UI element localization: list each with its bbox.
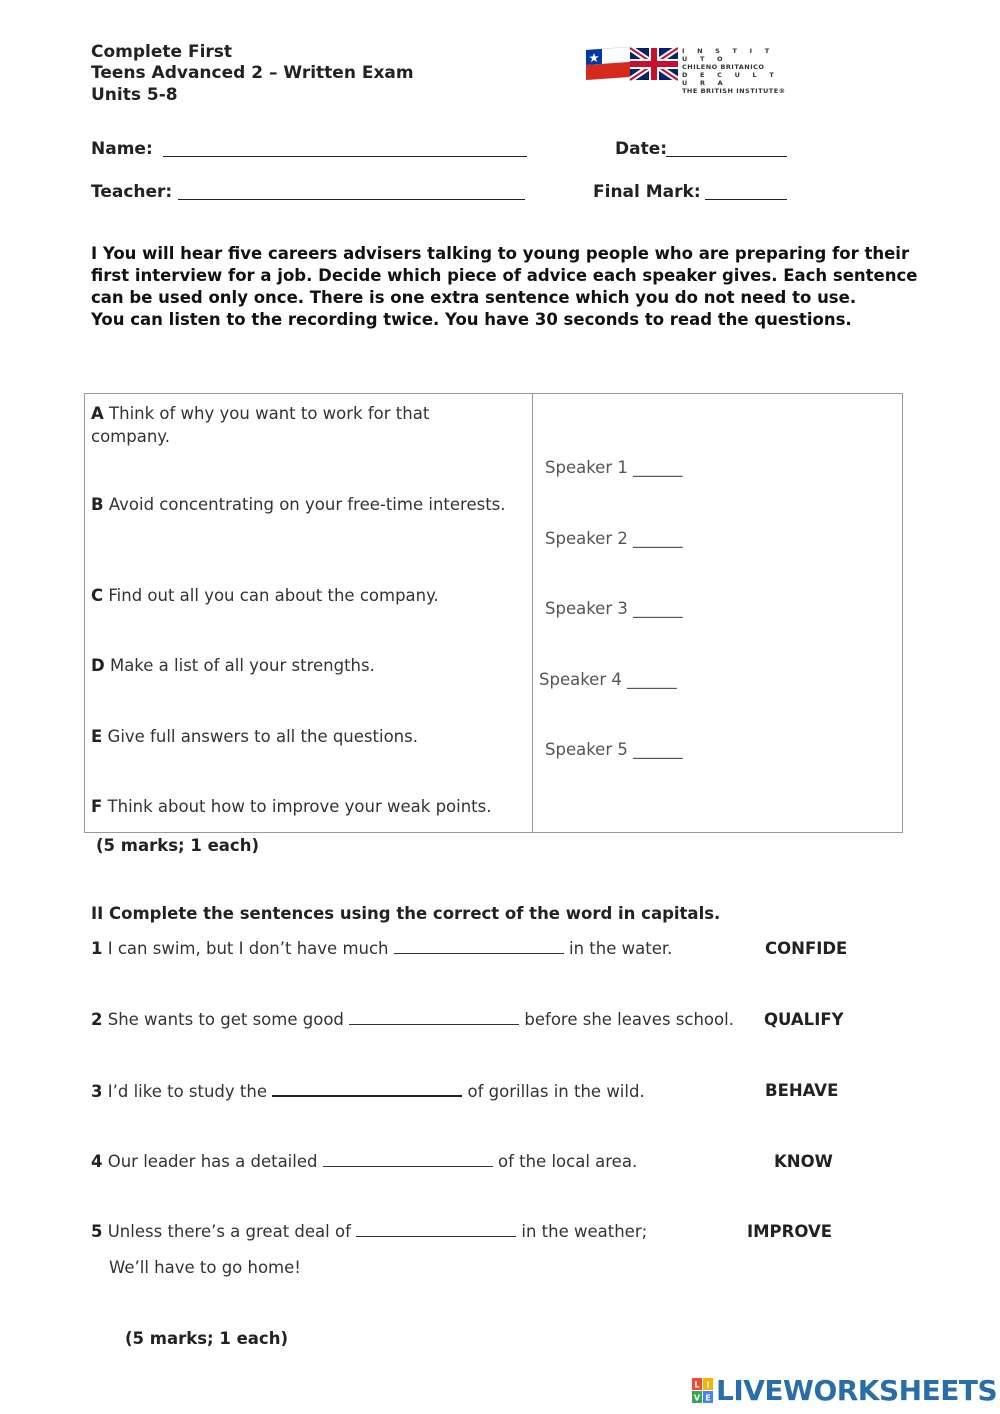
option-e: E Give full answers to all the questions. [91,727,418,746]
section2-marks: (5 marks; 1 each) [125,1329,288,1348]
sentence-3: 3 I’d like to study the of gorillas in the wild. [91,1082,645,1101]
capital-word-4: KNOW [774,1152,833,1171]
svg-text:I: I [706,1380,710,1390]
capital-word-5: IMPROVE [747,1222,832,1241]
answer-blank-2[interactable] [349,1010,519,1025]
option-f: F Think about how to improve your weak points. [91,797,492,816]
speaker-5-answer[interactable]: Speaker 5 ______ [545,740,683,759]
exam-course-title: Complete First [91,42,233,62]
capital-word-2: QUALIFY [764,1010,844,1029]
capital-word-1: CONFIDE [765,939,848,958]
name-field[interactable] [163,156,527,157]
teacher-label: Teacher: [91,182,173,202]
table-divider [532,393,533,833]
option-b: B Avoid concentrating on your free-time interests. [91,495,506,514]
answer-blank-3[interactable] [272,1081,462,1097]
final-mark-label: Final Mark: [593,182,701,202]
sentence-1: 1 I can swim, but I don’t have much in the water. [91,939,673,958]
answer-blank-5[interactable] [356,1222,516,1237]
section1-instructions: I You will hear five careers advisers talking to young people who are preparing for their first interview for a job. Decide which piece of advice each speaker gives. Each sentence can be used only once. There is one extra sentence which you do not need to use. You can listen to the recording twice. You have 30 seconds to read the questions. [91,244,918,329]
final-mark-field[interactable] [705,199,787,200]
exam-units: Units 5-8 [91,85,178,105]
speaker-2-answer[interactable]: Speaker 2 ______ [545,529,683,548]
flags-icon [586,46,678,84]
institute-logo [586,46,791,95]
matching-table [84,393,903,833]
section1-marks: (5 marks; 1 each) [96,836,259,855]
answer-blank-1[interactable] [394,939,564,954]
svg-text:V: V [693,1393,701,1403]
name-label: Name: [91,139,153,159]
option-a: A Think of why you want to work for that company. [91,404,430,446]
speaker-1-answer[interactable]: Speaker 1 ______ [545,458,683,477]
section2-instructions: II Complete the sentences using the correct of the word in capitals. [91,904,721,923]
date-field[interactable] [666,156,787,157]
exam-title: Teens Advanced 2 – Written Exam [91,63,414,83]
liveworksheets-icon [692,1378,714,1404]
date-label: Date: [615,139,668,159]
option-d: D Make a list of all your strengths. [91,656,375,675]
answer-blank-4[interactable] [323,1152,493,1167]
logo-text: I N S T I T U T O CHILENO BRITANICO D E C U L T U R A THE BRITISH INSTITUTE® [682,47,786,95]
svg-text:E: E [705,1393,711,1403]
speaker-4-answer[interactable]: Speaker 4 ______ [539,670,677,689]
sentence-2: 2 She wants to get some good before she leaves school. [91,1010,734,1029]
svg-text:L: L [694,1380,700,1390]
option-c: C Find out all you can about the company. [91,586,439,605]
capital-word-3: BEHAVE [765,1081,839,1100]
sentence-5: 5 Unless there’s a great deal of in the weather; [91,1222,648,1241]
sentence-5-continuation: We’ll have to go home! [109,1258,301,1277]
sentence-4: 4 Our leader has a detailed of the local area. [91,1152,638,1171]
teacher-field[interactable] [178,199,525,200]
speaker-3-answer[interactable]: Speaker 3 ______ [545,599,683,618]
liveworksheets-brand-text: LIVEWORKSHEETS [716,1374,998,1407]
